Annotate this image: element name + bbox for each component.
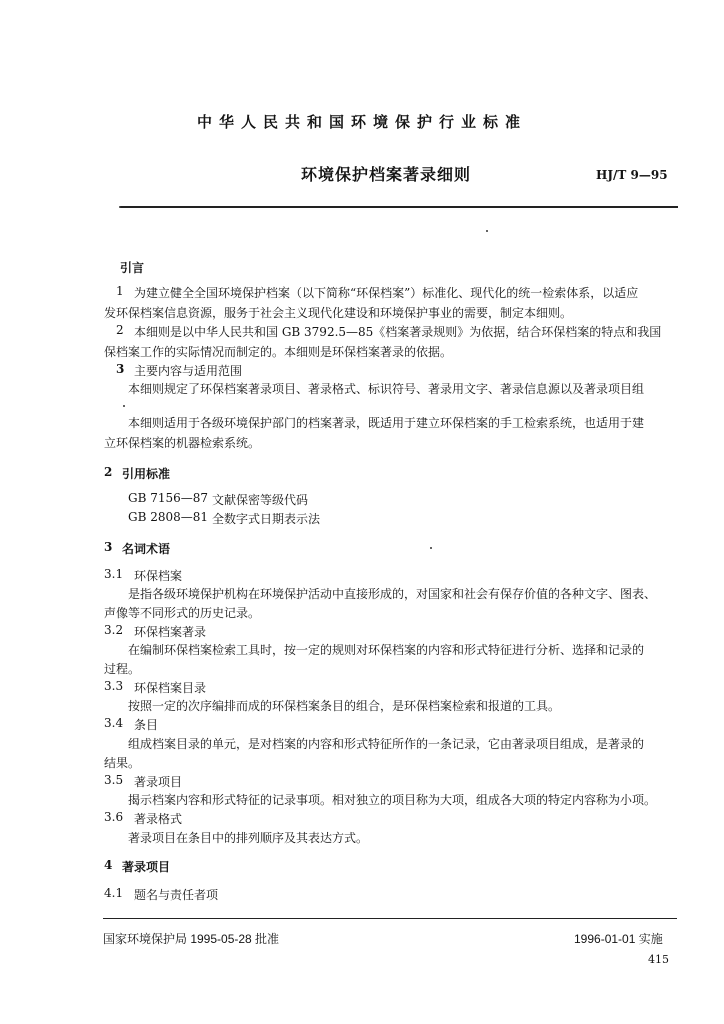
intro-item-text: 发环保档案信息资源，服务于社会主义现代化建设和环境保护事业的需要，制定本细则。 <box>104 306 573 320</box>
term-number: 3.6 <box>104 810 124 824</box>
subsection-heading: 题名与责任者项 <box>134 888 219 902</box>
footer-rule <box>103 918 677 919</box>
term-definition: 结果。 <box>104 756 141 770</box>
term-number: 3.3 <box>104 679 124 693</box>
references-section-number: 2 <box>104 465 113 479</box>
scope-paragraph: 本细则规定了环保档案著录项目、著录格式、标识符号、著录用文字、著录信息源以及著录项目组 <box>128 382 645 396</box>
term-name: 环保档案 <box>134 569 183 583</box>
term-number: 3.5 <box>104 773 124 787</box>
intro-heading: 引言 <box>120 261 145 275</box>
term-name: 著录项目 <box>134 775 183 789</box>
term-name: 环保档案著录 <box>134 625 207 639</box>
intro-item-text: 保档案工作的实际情况而制定的。本细则是环保档案著录的依据。 <box>104 345 453 359</box>
terms-section-heading: 名词术语 <box>122 542 171 556</box>
approval-statement: 国家环境保护局 1995-05-28 批准 <box>103 932 280 946</box>
term-definition: 过程。 <box>104 662 141 676</box>
effective-date: 1996-01-01 实施 <box>574 932 663 946</box>
scope-section-number: 3 <box>116 362 125 376</box>
reference-name: 全数字式日期表示法 <box>212 512 321 526</box>
intro-item-number: 1 <box>116 284 124 298</box>
scope-section-heading: 主要内容与适用范围 <box>134 364 243 378</box>
standard-code: HJ/T 9—95 <box>596 168 668 182</box>
scan-speck <box>119 206 121 208</box>
term-number: 3.4 <box>104 716 124 730</box>
scan-speck <box>430 547 432 549</box>
document-title: 环境保护档案著录细则 <box>300 165 471 184</box>
reference-code: GB 2808—81 <box>128 510 209 524</box>
term-name: 条目 <box>134 718 159 732</box>
term-definition: 声像等不同形式的历史记录。 <box>104 606 261 620</box>
term-number: 3.2 <box>104 623 124 637</box>
term-number: 3.1 <box>104 567 124 581</box>
items-section-number: 4 <box>104 858 113 872</box>
term-definition: 在编制环保档案检索工具时，按一定的规则对环保档案的内容和形式特征进行分析、选择和记录的 <box>128 643 645 657</box>
items-section-heading: 著录项目 <box>122 860 171 874</box>
page-number: 415 <box>648 953 669 966</box>
reference-name: 文献保密等级代码 <box>212 493 309 507</box>
term-definition: 揭示档案内容和形式特征的记录事项。相对独立的项目称为大项，组成各大项的特定内容称为小项。 <box>128 793 657 807</box>
scope-paragraph: 立环保档案的机器检索系统。 <box>104 436 261 450</box>
scan-speck <box>123 405 125 407</box>
term-definition: 著录项目在条目中的排列顺序及其表达方式。 <box>128 831 369 845</box>
scope-paragraph: 本细则适用于各级环境保护部门的档案著录，既适用于建立环保档案的手工检索系统，也适用于建 <box>128 416 645 430</box>
intro-item-text: 本细则是以中华人民共和国 GB 3792.5—85《档案著录规则》为依据，结合环保档案的特点和我国 <box>134 325 662 339</box>
intro-item-text: 为建立健全全国环境保护档案（以下简称“环保档案”）标准化、现代化的统一检索体系，以适应 <box>134 286 639 300</box>
scan-speck <box>486 230 488 232</box>
standard-category-header: 中华人民共和国环境保护行业标准 <box>196 113 527 131</box>
references-section-heading: 引用标准 <box>122 467 171 481</box>
term-name: 环保档案目录 <box>134 681 207 695</box>
reference-code: GB 7156—87 <box>128 491 209 505</box>
subsection-number: 4.1 <box>104 886 124 900</box>
intro-item-number: 2 <box>116 323 124 337</box>
term-definition: 组成档案目录的单元，是对档案的内容和形式特征所作的一条记录，它由著录项目组成，是著录的 <box>128 737 645 751</box>
term-definition: 是指各级环境保护机构在环境保护活动中直接形成的，对国家和社会有保存价值的各种文字、图表、 <box>128 587 657 601</box>
term-name: 著录格式 <box>134 812 183 826</box>
header-rule <box>120 206 678 208</box>
term-definition: 按照一定的次序编排而成的环保档案条目的组合，是环保档案检索和报道的工具。 <box>128 699 561 713</box>
terms-section-number: 3 <box>104 540 113 554</box>
